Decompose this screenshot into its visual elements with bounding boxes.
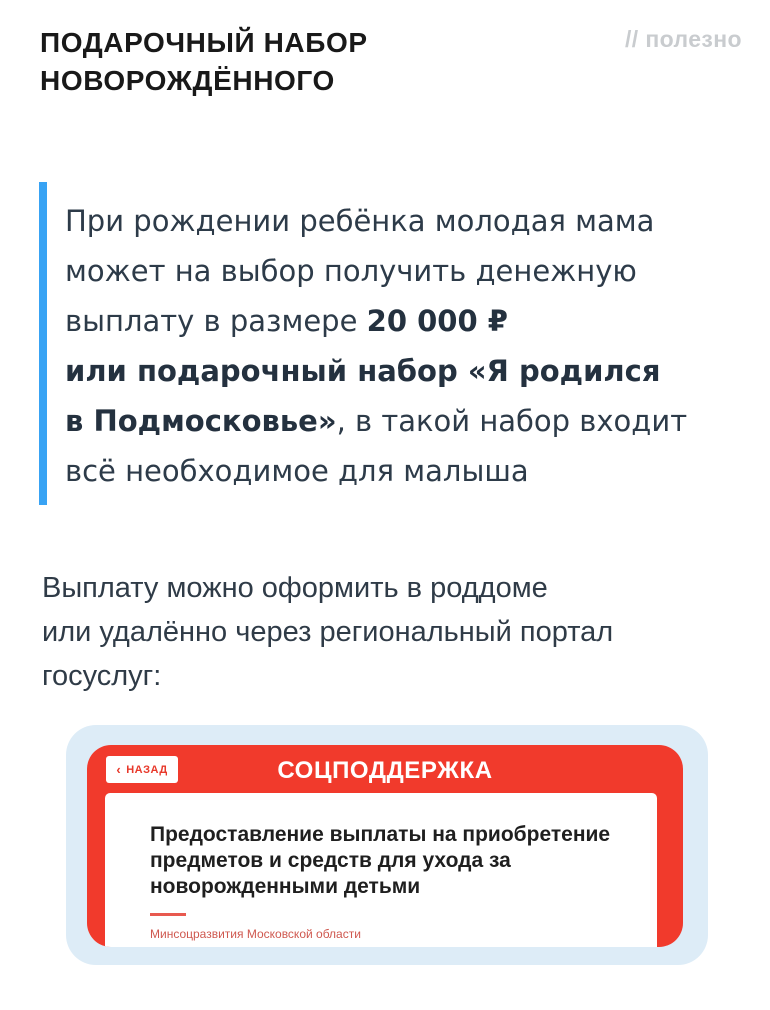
quote-text: , в такой набор входит bbox=[336, 404, 688, 438]
service-divider bbox=[150, 913, 186, 916]
quote-line: может на выбор получить денежную bbox=[65, 254, 637, 288]
page-title-line1: ПОДАРОЧНЫЙ НАБОР bbox=[40, 27, 368, 58]
body-paragraph bbox=[42, 566, 613, 698]
quote-amount: 20 000 ₽ bbox=[366, 304, 508, 338]
quote-line: При рождении ребёнка молодая мама bbox=[65, 204, 655, 238]
paragraph-line: Выплату можно оформить в роддоме bbox=[42, 572, 548, 604]
service-source: Минсоцразвития Московской области bbox=[150, 927, 361, 941]
page-title-line2: НОВОРОЖДЁННОГО bbox=[40, 65, 335, 96]
page-title bbox=[40, 24, 368, 100]
service-title: Предоставление выплаты на приобретение предметов и средств для ухода за новорожденными детьми bbox=[150, 823, 611, 898]
chevron-left-icon: ‹ bbox=[116, 762, 122, 777]
paragraph-line: госуслуг: bbox=[42, 660, 162, 692]
quote-line bbox=[65, 396, 687, 446]
portal-screenshot-card bbox=[66, 725, 708, 965]
quote-line bbox=[65, 346, 687, 396]
brand-logo: // полезно bbox=[624, 26, 742, 52]
portal-red-card bbox=[87, 745, 683, 947]
quote-line: всё необходимое для малыша bbox=[65, 454, 529, 488]
back-button-label: НАЗАД bbox=[126, 763, 168, 776]
portal-header-title: СОЦПОДДЕРЖКА bbox=[277, 757, 493, 784]
paragraph-line: или удалённо через региональный портал bbox=[42, 616, 614, 648]
quote-line bbox=[65, 296, 687, 346]
quote-gift-name: или подарочный набор «Я родился bbox=[65, 354, 661, 388]
quote-gift-name: в Подмосковье» bbox=[65, 404, 337, 438]
quote-block bbox=[39, 182, 687, 505]
quote-text: выплату в размере bbox=[65, 304, 367, 338]
portal-content-panel bbox=[105, 793, 657, 947]
